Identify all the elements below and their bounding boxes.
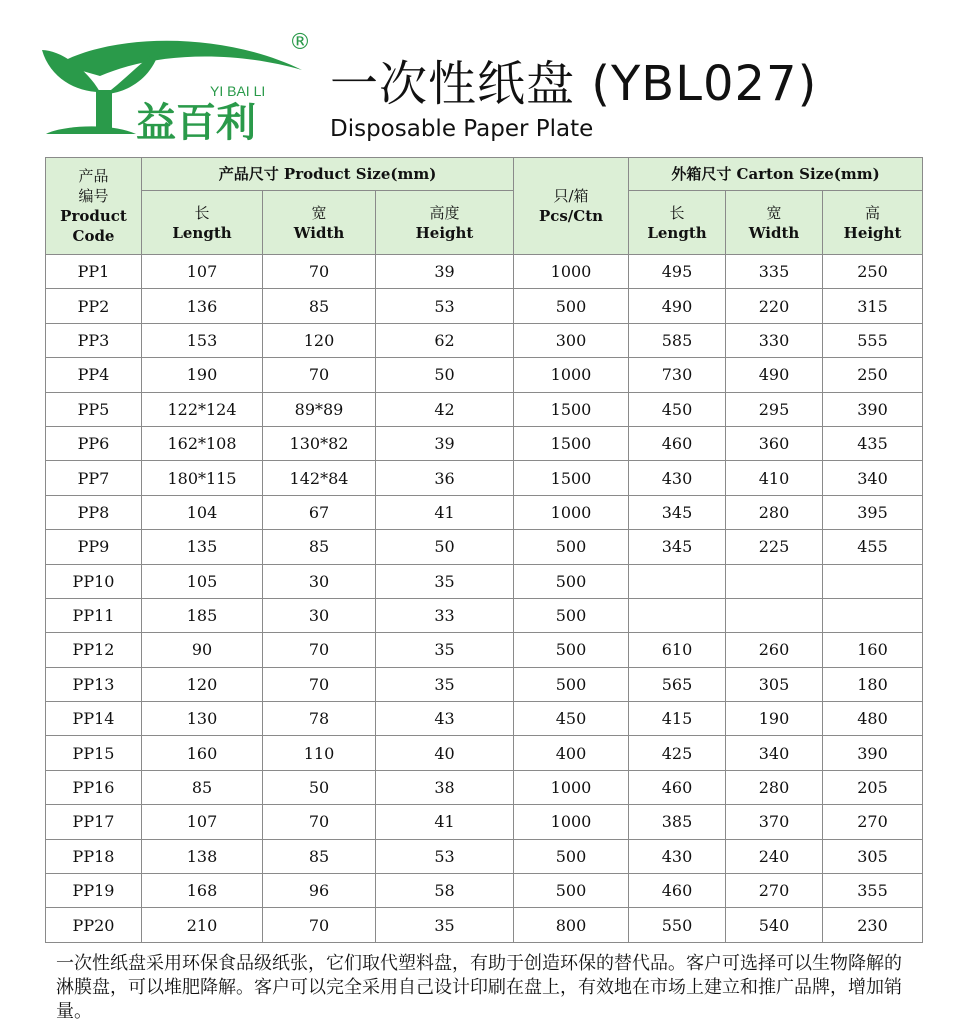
table-cell: 185 [142,598,263,632]
table-cell: 190 [142,358,263,392]
header-product-size: 产品尺寸 Product Size(mm) [142,158,514,191]
table-cell: 120 [142,667,263,701]
table-cell: 42 [376,392,514,426]
table-cell: 490 [629,289,726,323]
table-cell: 280 [726,770,823,804]
table-cell: 430 [629,839,726,873]
table-cell: 107 [142,255,263,289]
header-carton-height: 高 Height [823,191,923,255]
table-cell: 280 [726,495,823,529]
table-cell: 35 [376,633,514,667]
table-row [46,770,923,804]
table-cell: 1000 [514,358,629,392]
header-pcs-per-carton: 只/箱 Pcs/Ctn [514,158,629,255]
table-cell: 295 [726,392,823,426]
table-cell: 260 [726,633,823,667]
table-cell: PP1 [46,255,142,289]
table-cell: 190 [726,702,823,736]
table-cell: 205 [823,770,923,804]
table-cell: 180 [823,667,923,701]
table-cell: 62 [376,323,514,357]
table-cell: 340 [726,736,823,770]
table-cell: 70 [263,633,376,667]
table-row [46,564,923,598]
table-cell: 370 [726,805,823,839]
table-cell: 85 [263,839,376,873]
table-cell: 220 [726,289,823,323]
table-cell: PP13 [46,667,142,701]
table-cell: 500 [514,289,629,323]
table-cell: 385 [629,805,726,839]
table-row [46,495,923,529]
table-cell: 1000 [514,495,629,529]
table-cell: 730 [629,358,726,392]
table-cell [823,598,923,632]
table-cell: 89*89 [263,392,376,426]
table-cell: PP9 [46,530,142,564]
table-cell: 1500 [514,461,629,495]
table-cell: 53 [376,839,514,873]
table-cell: PP17 [46,805,142,839]
table-row [46,289,923,323]
table-cell: 500 [514,667,629,701]
table-cell: 90 [142,633,263,667]
table-cell: 136 [142,289,263,323]
table-cell: 435 [823,426,923,460]
table-cell: 1000 [514,805,629,839]
table-cell: 390 [823,392,923,426]
table-cell: PP20 [46,908,142,942]
table-row [46,426,923,460]
table-cell: 250 [823,358,923,392]
table-cell: 500 [514,633,629,667]
table-cell: 500 [514,874,629,908]
table-cell: 180*115 [142,461,263,495]
table-cell: 105 [142,564,263,598]
table-cell: 70 [263,805,376,839]
page-title: 一次性纸盘 (YBL027) [330,56,818,112]
table-cell: 410 [726,461,823,495]
table-cell: 500 [514,598,629,632]
table-cell: 160 [823,633,923,667]
table-cell: 70 [263,908,376,942]
table-cell [726,598,823,632]
table-cell: 415 [629,702,726,736]
table-cell: 345 [629,530,726,564]
table-cell: 85 [263,289,376,323]
table-row [46,598,923,632]
table-cell: 460 [629,426,726,460]
table-cell: 30 [263,564,376,598]
table-row [46,839,923,873]
table-cell [726,564,823,598]
table-row [46,633,923,667]
table-cell: 30 [263,598,376,632]
table-cell: PP16 [46,770,142,804]
table-cell: 50 [376,358,514,392]
table-row [46,667,923,701]
brand-name: 益百利 [136,100,256,146]
table-cell: 67 [263,495,376,529]
table-cell: 230 [823,908,923,942]
table-cell: 460 [629,770,726,804]
table-cell: PP3 [46,323,142,357]
table-cell: 35 [376,908,514,942]
header-carton-size: 外箱尺寸 Carton Size(mm) [629,158,923,191]
table-row [46,908,923,942]
product-description: 一次性纸盘采用环保食品级纸张，它们取代塑料盘，有助于创造环保的替代品。客户可选择可以生物降解的淋膜盘，可以堆肥降解。客户可以完全采用自己设计印刷在盘上，有效地在市场上建立和推广品牌，增加销量。 [56,953,902,1022]
table-cell: 345 [629,495,726,529]
table-cell: 565 [629,667,726,701]
table-cell: 270 [823,805,923,839]
table-cell: 107 [142,805,263,839]
table-cell: 41 [376,495,514,529]
table-cell: 58 [376,874,514,908]
table-cell: 1000 [514,255,629,289]
yibaili-logo [40,30,302,146]
table-cell: 355 [823,874,923,908]
table-cell [629,598,726,632]
table-cell: 43 [376,702,514,736]
table-cell: 455 [823,530,923,564]
table-cell: 225 [726,530,823,564]
header-carton-length: 长 Length [629,191,726,255]
table-cell: 78 [263,702,376,736]
header-height: 高度 Height [376,191,514,255]
table-cell: 40 [376,736,514,770]
table-cell: 540 [726,908,823,942]
table-cell: 495 [629,255,726,289]
table-row [46,805,923,839]
table-cell: 135 [142,530,263,564]
table-cell: PP4 [46,358,142,392]
table-cell: 138 [142,839,263,873]
table-cell: 70 [263,255,376,289]
table-cell: 104 [142,495,263,529]
table-cell: PP5 [46,392,142,426]
table-cell: 500 [514,839,629,873]
table-cell: 315 [823,289,923,323]
table-cell: 210 [142,908,263,942]
table-cell: PP2 [46,289,142,323]
table-cell: 70 [263,358,376,392]
table-cell: 38 [376,770,514,804]
table-cell: PP8 [46,495,142,529]
table-cell: PP19 [46,874,142,908]
table-cell: 35 [376,564,514,598]
table-cell: 122*124 [142,392,263,426]
table-cell: 39 [376,255,514,289]
table-row [46,530,923,564]
table-cell [629,564,726,598]
table-cell: 36 [376,461,514,495]
table-cell: 450 [514,702,629,736]
table-cell: PP12 [46,633,142,667]
table-cell: 153 [142,323,263,357]
table-cell: 340 [823,461,923,495]
table-cell: 110 [263,736,376,770]
table-cell [823,564,923,598]
table-cell: 168 [142,874,263,908]
table-cell: 130*82 [263,426,376,460]
table-cell: 555 [823,323,923,357]
product-spec-table [45,157,923,943]
table-cell: 240 [726,839,823,873]
table-cell: 85 [263,530,376,564]
table-body [46,255,923,943]
table-row [46,392,923,426]
table-cell: 35 [376,667,514,701]
table-cell: 1500 [514,426,629,460]
header-carton-width: 宽 Width [726,191,823,255]
table-cell: 50 [376,530,514,564]
table-cell: 1000 [514,770,629,804]
table-cell: PP18 [46,839,142,873]
table-cell: 70 [263,667,376,701]
table-row [46,255,923,289]
table-cell: 480 [823,702,923,736]
table-cell: 250 [823,255,923,289]
table-cell: 50 [263,770,376,804]
table-cell: 142*84 [263,461,376,495]
table-cell: 305 [823,839,923,873]
brand-pinyin: YI BAI LI [210,83,266,99]
table-cell: PP7 [46,461,142,495]
table-row [46,702,923,736]
table-cell: 800 [514,908,629,942]
table-row [46,461,923,495]
table-cell: 96 [263,874,376,908]
table-cell: PP15 [46,736,142,770]
table-row [46,874,923,908]
table-cell: 585 [629,323,726,357]
table-row [46,358,923,392]
table-cell: 33 [376,598,514,632]
table-cell: 330 [726,323,823,357]
header-product-code: 产品 编号 Product Code [46,158,142,255]
table-cell: 500 [514,530,629,564]
table-cell: 490 [726,358,823,392]
table-cell: 130 [142,702,263,736]
table-cell: 335 [726,255,823,289]
table-cell: 550 [629,908,726,942]
table-cell: 120 [263,323,376,357]
table-cell: 610 [629,633,726,667]
table-cell: PP11 [46,598,142,632]
table-cell: 305 [726,667,823,701]
table-cell: 160 [142,736,263,770]
table-cell: 300 [514,323,629,357]
page-subtitle: Disposable Paper Plate [330,116,594,142]
header-length: 长 Length [142,191,263,255]
table-row [46,736,923,770]
table-cell: 270 [726,874,823,908]
table-row [46,323,923,357]
table-cell: 400 [514,736,629,770]
table-cell: 460 [629,874,726,908]
table-cell: 85 [142,770,263,804]
registered-mark: ® [289,30,311,55]
table-cell: 390 [823,736,923,770]
table-cell: 425 [629,736,726,770]
table-cell: 430 [629,461,726,495]
table-cell: 395 [823,495,923,529]
header-width: 宽 Width [263,191,376,255]
table-cell: PP14 [46,702,142,736]
table-cell: PP6 [46,426,142,460]
table-cell: 360 [726,426,823,460]
page-header [0,0,967,155]
table-cell: 500 [514,564,629,598]
table-cell: 450 [629,392,726,426]
table-cell: PP10 [46,564,142,598]
table-cell: 53 [376,289,514,323]
table-cell: 1500 [514,392,629,426]
table-cell: 39 [376,426,514,460]
table-cell: 162*108 [142,426,263,460]
table-cell: 41 [376,805,514,839]
